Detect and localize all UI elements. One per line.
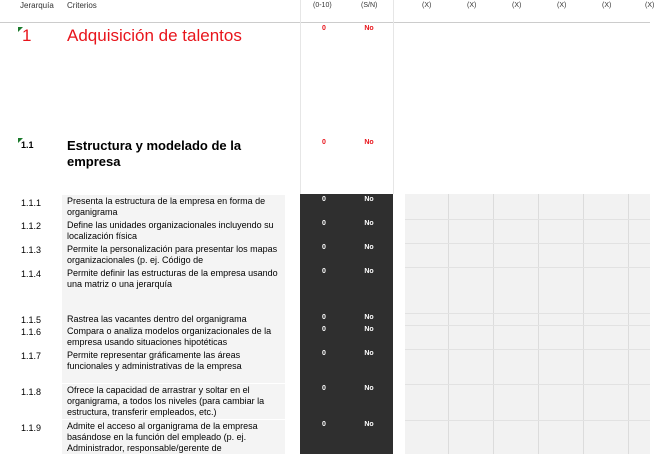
header-x-6[interactable]: (X)	[645, 2, 654, 9]
grid-line	[448, 194, 449, 454]
grid-row-line	[405, 243, 650, 244]
row-sn[interactable]: No	[364, 314, 374, 321]
row-number: 1.1.6	[21, 327, 42, 337]
row-number: 1.1.5	[21, 315, 42, 325]
header-score[interactable]: (0-10)	[313, 2, 332, 9]
section-title[interactable]: Adquisición de talentos	[67, 26, 242, 45]
comparison-grid	[405, 194, 650, 454]
grid-row-line	[405, 420, 650, 421]
row-score[interactable]: 0	[322, 268, 326, 275]
row-score[interactable]: 0	[322, 314, 326, 321]
grid-row-line	[405, 313, 650, 314]
grid-row-line	[405, 349, 650, 350]
grid-row-line	[405, 384, 650, 385]
row-criterion[interactable]: Compara o analiza modelos organizacionales de la empresa usando situaciones hipotéticas	[62, 325, 285, 349]
header-divider	[0, 22, 650, 23]
subsection-score[interactable]: 0	[322, 139, 326, 146]
grid-row-line	[405, 325, 650, 326]
row-number: 1.1.1	[21, 198, 42, 208]
grid-line	[493, 194, 494, 454]
row-criterion[interactable]: Permite definir las estructuras de la empresa usando una matriz o una jerarquía	[62, 267, 285, 313]
header-x-2[interactable]: (X)	[467, 2, 477, 9]
row-score[interactable]: 0	[322, 421, 326, 428]
row-score[interactable]: 0	[322, 244, 326, 251]
section-sn[interactable]: No	[364, 25, 374, 32]
row-number: 1.1.8	[21, 387, 42, 397]
row-score[interactable]: 0	[322, 350, 326, 357]
row-number: 1.1.4	[21, 269, 42, 279]
section-number[interactable]: 1	[22, 26, 32, 45]
column-guide	[300, 0, 301, 194]
row-sn[interactable]: No	[364, 385, 374, 392]
section-score[interactable]: 0	[322, 25, 326, 32]
row-number: 1.1.2	[21, 221, 42, 231]
row-criterion[interactable]: Ofrece la capacidad de arrastrar y soltar en el organigrama, a todos los niveles (para cambiar la estructura, transferir empleados, etc.)	[62, 384, 285, 419]
grid-line	[583, 194, 584, 454]
grid-line	[628, 194, 629, 454]
header-criterios[interactable]: Criterios	[67, 1, 97, 10]
row-sn[interactable]: No	[364, 421, 374, 428]
row-criterion[interactable]: Permite la personalización para presentar los mapas organizacionales (p. ej. Código de	[62, 243, 285, 267]
row-criterion[interactable]: Define las unidades organizacionales incluyendo su localización física	[62, 219, 285, 243]
row-sn[interactable]: No	[364, 326, 374, 333]
grid-row-line	[405, 219, 650, 220]
subsection-title[interactable]: Estructura y modelado de la empresa	[67, 138, 242, 169]
score-column	[300, 194, 393, 454]
row-score[interactable]: 0	[322, 326, 326, 333]
row-criterion[interactable]: Presenta la estructura de la empresa en forma de organigrama	[62, 195, 285, 219]
header-x-1[interactable]: (X)	[422, 2, 432, 9]
subsection-number[interactable]: 1.1	[21, 140, 34, 150]
row-sn[interactable]: No	[364, 244, 374, 251]
header-x-3[interactable]: (X)	[512, 2, 522, 9]
header-sn[interactable]: (S/N)	[361, 2, 378, 9]
row-sn[interactable]: No	[364, 220, 374, 227]
row-number: 1.1.9	[21, 423, 42, 433]
row-sn[interactable]: No	[364, 268, 374, 275]
row-number: 1.1.3	[21, 245, 42, 255]
header-jerarquia[interactable]: Jerarquía	[20, 1, 54, 10]
row-score[interactable]: 0	[322, 196, 326, 203]
row-sn[interactable]: No	[364, 196, 374, 203]
row-score[interactable]: 0	[322, 220, 326, 227]
header-x-4[interactable]: (X)	[557, 2, 567, 9]
grid-row-line	[405, 267, 650, 268]
row-criterion[interactable]: Admite el acceso al organigrama de la empresa basándose en la función del empleado (p. ej. Administrador, responsable/gerente de	[62, 420, 285, 454]
row-number: 1.1.7	[21, 351, 42, 361]
column-guide	[393, 0, 394, 194]
header-x-5[interactable]: (X)	[602, 2, 612, 9]
row-score[interactable]: 0	[322, 385, 326, 392]
row-sn[interactable]: No	[364, 350, 374, 357]
row-criterion[interactable]: Rastrea las vacantes dentro del organigrama	[62, 313, 285, 325]
row-criterion[interactable]: Permite representar gráficamente las áreas funcionales y administrativas de la empresa	[62, 349, 285, 383]
subsection-sn[interactable]: No	[364, 139, 374, 146]
grid-line	[538, 194, 539, 454]
